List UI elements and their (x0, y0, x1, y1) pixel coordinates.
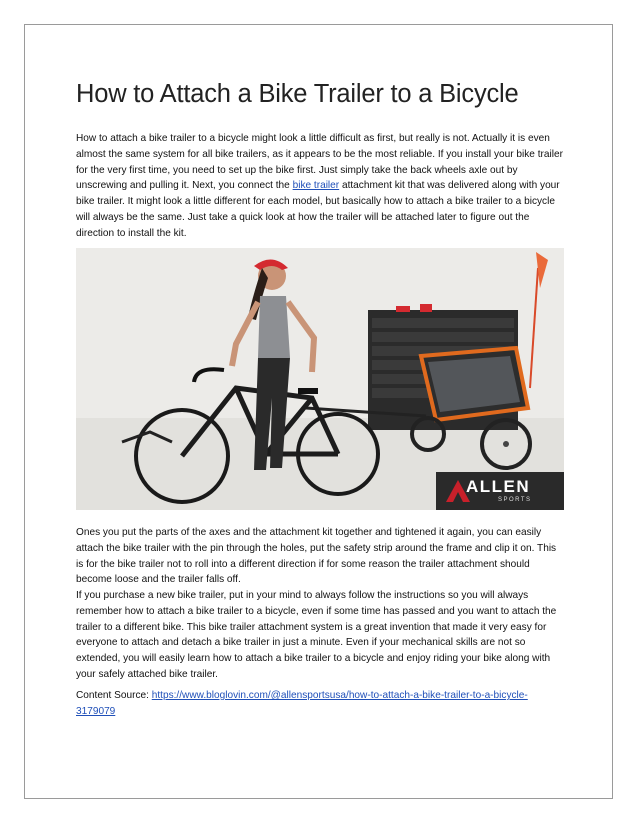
paragraph-attachment: Ones you put the parts of the axes and the attachment kit together and tightened it again, you can easily attach the bike trailer with the pin through the holes, put the safety strip around the frame and clip it on. This is for the bike trailer not to roll into a different direction if for some reason the trailer attachment should become loose and the trailer falls off. (76, 527, 557, 586)
allen-sports-logo (436, 472, 564, 510)
bike-trailer-photo (76, 248, 564, 510)
bike-trailer-link[interactable]: bike trailer (292, 180, 340, 192)
intro-paragraph (76, 131, 566, 242)
content-source-label: Content Source: (76, 690, 152, 701)
content-source-link[interactable]: https://www.bloglovin.com/@allensportsusa/how-to-attach-a-bike-trailer-to-a-bicycle-3179079 (76, 690, 528, 717)
content-source (76, 688, 566, 720)
logo-subtext: SPORTS (498, 497, 532, 503)
logo-text: ALLEN (466, 477, 531, 496)
intro-text-after: attachment kit that was delivered along with your bike trailer. It might look a little different for each model, but basically how to attach a bike trailer to a bicycle will always be the same. Just take a quick look at how the trailer will be attached later to figure out the direction to install the kit. (76, 180, 560, 239)
intro-text-before: How to attach a bike trailer to a bicycle might look a little difficult as first, but really is not. Actually it is even almost the same system for all bike trailers, as it appears to be the most reliable. If you install your bike trailer for the very first time, you need to set up the bike first. Just simply take the back wheels axle out by unscrewing and pulling it. Next, you connect the (76, 133, 563, 192)
page-title: How to Attach a Bike Trailer to a Bicycle (76, 80, 519, 108)
paragraph-purchase: If you purchase a new bike trailer, put in your mind to always follow the instructions so you will always remember how to attach a bike trailer to a bicycle, even if some time has passed and you want to attach the trailer to a different bike. This bike trailer attachment system is a great invention that made it very easy for everyone to attach and detach a bike trailer in just a minute. Even if your mechanical skills are not so extended, you will easily learn how to attach a bike trailer to a bicycle and enjoy riding your bike along with your safely attached bike trailer. (76, 590, 557, 680)
